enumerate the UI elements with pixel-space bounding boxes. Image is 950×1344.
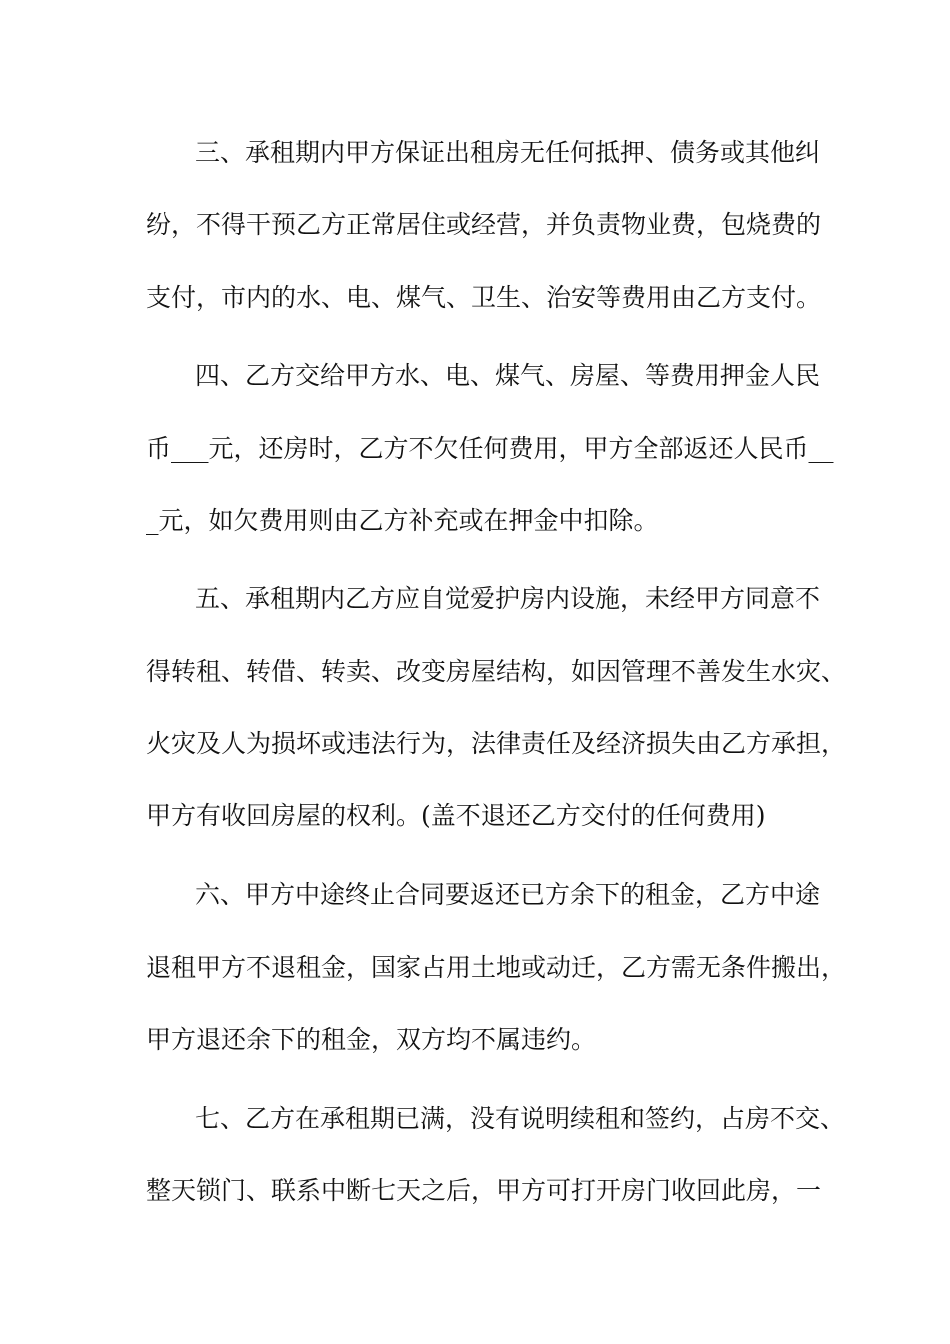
clause-5-line-4: 甲方有收回房屋的权利。(盖不退还乙方交付的任何费用): [146, 801, 766, 830]
clause-6-line-2: 退租甲方不退租金，国家占用土地或动迁，乙方需无条件搬出，: [146, 953, 847, 982]
clause-5-line-1: 五、承租期内乙方应自觉爱护房内设施，未经甲方同意不: [195, 584, 821, 613]
clause-5-line-2: 得转租、转借、转卖、改变房屋结构，如因管理不善发生水灾、: [146, 657, 847, 686]
clause-4-line-2: 币___元，还房时，乙方不欠任何费用，甲方全部返还人民币__: [146, 434, 834, 463]
clause-6-line-1: 六、甲方中途终止合同要返还已方余下的租金，乙方中途: [195, 880, 821, 909]
clause-6-line-3: 甲方退还余下的租金，双方均不属违约。: [146, 1025, 597, 1054]
clause-7-line-2: 整天锁门、联系中断七天之后，甲方可打开房门收回此房，一: [146, 1176, 822, 1205]
clause-4-line-1: 四、乙方交给甲方水、电、煤气、房屋、等费用押金人民: [195, 361, 821, 390]
clause-3-line-2: 纷，不得干预乙方正常居住或经营，并负责物业费，包烧费的: [146, 210, 822, 239]
clause-7-line-1: 七、乙方在承租期已满，没有说明续租和签约，占房不交、: [195, 1104, 846, 1133]
clause-3-line-3: 支付，市内的水、电、煤气、卫生、治安等费用由乙方支付。: [146, 283, 822, 312]
clause-5-line-3: 火灾及人为损坏或违法行为，法律责任及经济损失由乙方承担，: [146, 729, 847, 758]
clause-4-line-3: _元，如欠费用则由乙方补充或在押金中扣除。: [146, 506, 659, 535]
clause-3-line-1: 三、承租期内甲方保证出租房无任何抵押、债务或其他纠: [195, 138, 821, 167]
